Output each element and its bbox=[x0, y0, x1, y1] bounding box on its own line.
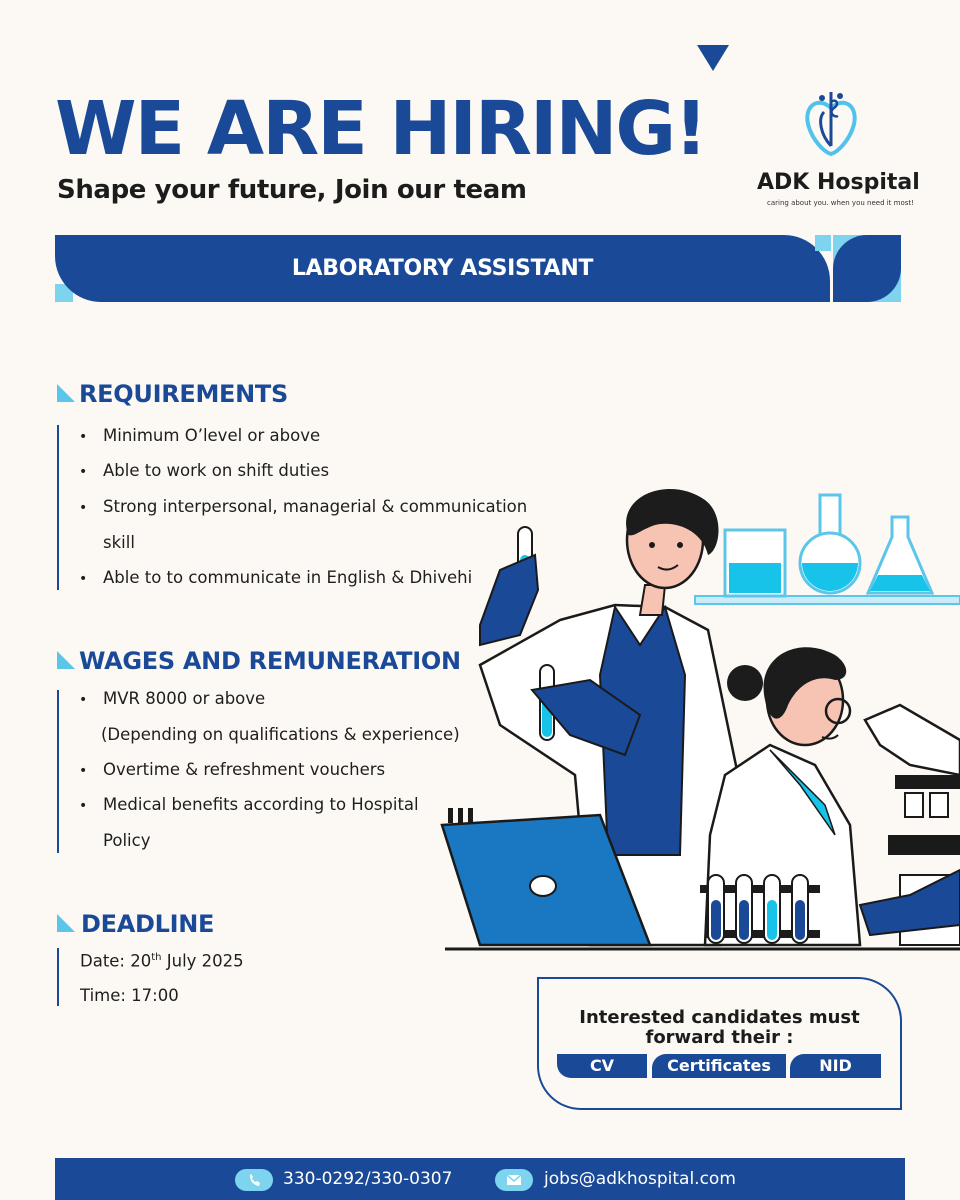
requirements-title: REQUIREMENTS bbox=[79, 380, 288, 408]
banner-square bbox=[833, 235, 901, 302]
document-badge-cv: CV bbox=[557, 1054, 647, 1078]
phone-icon bbox=[235, 1169, 273, 1191]
wage-item: Medical benefits according to Hospital bbox=[103, 795, 419, 814]
email-icon bbox=[495, 1169, 533, 1191]
requirement-item-cont: skill bbox=[103, 533, 135, 552]
deadline-time: Time: 17:00 bbox=[80, 986, 179, 1005]
document-badge-certificates: Certificates bbox=[652, 1054, 786, 1078]
hospital-tagline: caring about you. when you need it most! bbox=[767, 199, 914, 207]
headline: WE ARE HIRING! bbox=[55, 86, 706, 172]
application-text: Interested candidates must forward their : bbox=[579, 1007, 860, 1048]
tagline: Shape your future, Join our team bbox=[57, 175, 527, 205]
contact-footer bbox=[55, 1158, 905, 1200]
hospital-logo-icon bbox=[800, 88, 862, 158]
section-divider bbox=[57, 948, 59, 1006]
contact-phone[interactable]: 330-0292/330-0307 bbox=[283, 1169, 453, 1189]
deadline-title: DEADLINE bbox=[81, 910, 215, 938]
wage-item-cont: Policy bbox=[103, 831, 151, 850]
wage-item: Overtime & refreshment vouchers bbox=[103, 760, 386, 779]
section-marker-icon bbox=[57, 651, 75, 669]
decorative-triangle bbox=[697, 45, 729, 71]
section-marker-icon bbox=[57, 384, 75, 402]
requirement-item: Minimum O’level or above bbox=[103, 426, 321, 445]
requirement-item: Able to work on shift duties bbox=[103, 461, 330, 480]
section-marker-icon bbox=[57, 914, 75, 932]
section-divider bbox=[57, 690, 59, 853]
document-badge-nid: NID bbox=[790, 1054, 881, 1078]
banner-accent bbox=[815, 235, 831, 251]
section-divider bbox=[57, 425, 59, 590]
deadline-date: Date: 20th July 2025 bbox=[80, 951, 244, 971]
requirement-item: Able to to communicate in English & Dhivehi bbox=[103, 568, 473, 587]
wage-item-cont: (Depending on qualifications & experience) bbox=[101, 725, 460, 744]
requirement-item: Strong interpersonal, managerial & communication bbox=[103, 497, 528, 516]
contact-email[interactable]: jobs@adkhospital.com bbox=[544, 1169, 736, 1189]
wage-item: MVR 8000 or above bbox=[103, 689, 266, 708]
wages-title: WAGES AND REMUNERATION bbox=[79, 647, 461, 675]
position-title: LABORATORY ASSISTANT bbox=[291, 256, 594, 281]
lab-scientists-illustration bbox=[440, 475, 960, 955]
hospital-name: ADK Hospital bbox=[757, 170, 920, 195]
